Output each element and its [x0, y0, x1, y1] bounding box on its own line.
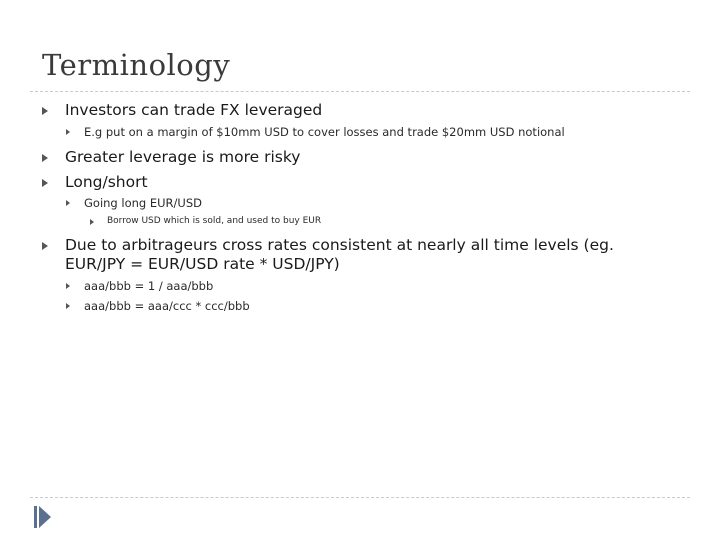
triangle-right-icon [42, 242, 48, 250]
nav-triangle-mark [39, 506, 51, 528]
bullet-text: Due to arbitrageurs cross rates consistent at nearly all time levels (eg. EUR/JPY = EUR/USD rate * USD/JPY) [65, 236, 614, 274]
bullet-level1-leverage [42, 101, 665, 120]
bullet-level1-longshort [42, 173, 665, 192]
triangle-right-icon [42, 154, 48, 162]
slide-nav-icon[interactable] [34, 506, 51, 528]
bullet-level2-inverse [66, 279, 213, 293]
bullet-text: Investors can trade FX leveraged [65, 101, 323, 119]
bullet-text: Long/short [65, 173, 148, 191]
triangle-right-icon [66, 303, 70, 309]
bullet-text: E.g put on a margin of $10mm USD to cover losses and trade $20mm USD notional [84, 125, 565, 139]
triangle-right-icon [66, 200, 70, 206]
bullet-level1-risk [42, 148, 665, 167]
top-divider [30, 91, 690, 92]
bullet-level2-going-long [66, 196, 202, 210]
bullet-level3-borrow [90, 216, 321, 227]
bullet-level2-triangulation [66, 299, 250, 313]
bullet-text: Going long EUR/USD [84, 196, 202, 210]
slide-title: Terminology [42, 48, 231, 82]
bullet-level2-margin [66, 125, 565, 139]
triangle-right-icon [66, 283, 70, 289]
bullet-level1-cross-rates [42, 236, 665, 275]
bullet-text: aaa/bbb = aaa/ccc * ccc/bbb [84, 299, 250, 313]
nav-bar-mark [34, 506, 37, 528]
bullet-text: Borrow USD which is sold, and used to buy EUR [107, 216, 322, 226]
triangle-right-icon [42, 107, 48, 115]
bullet-text: Greater leverage is more risky [65, 148, 301, 166]
triangle-right-icon [90, 219, 94, 225]
bottom-divider [30, 497, 690, 498]
triangle-right-icon [66, 129, 70, 135]
bullet-text: aaa/bbb = 1 / aaa/bbb [84, 279, 214, 293]
triangle-right-icon [42, 179, 48, 187]
